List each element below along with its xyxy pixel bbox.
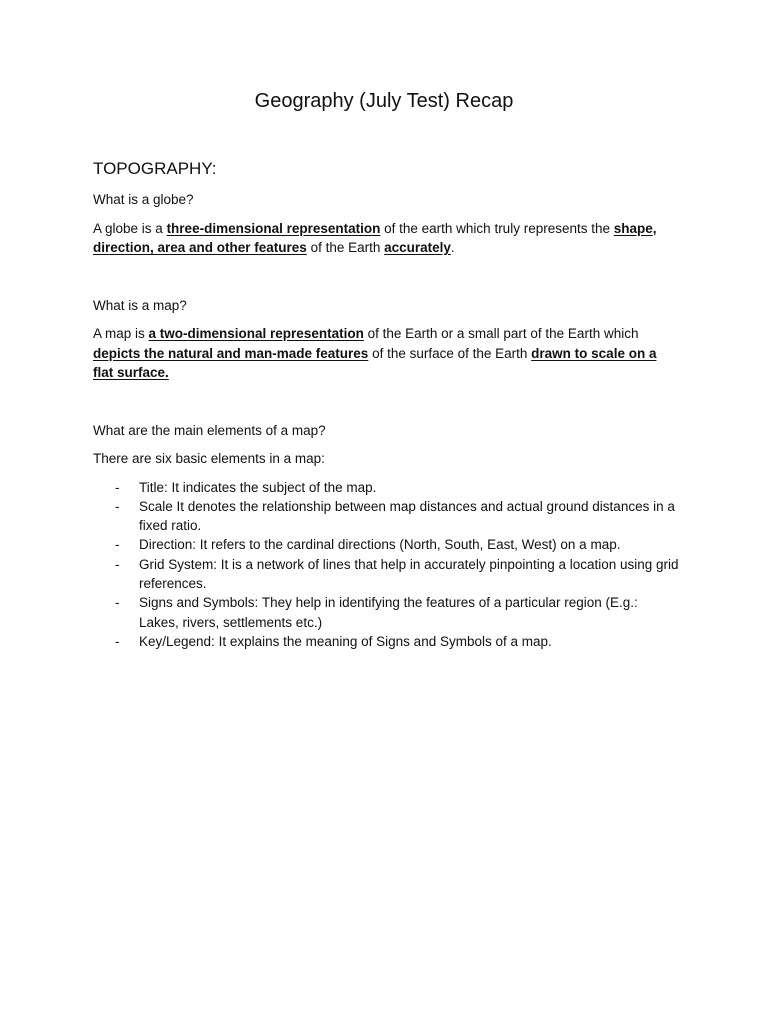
- list-item: [93, 497, 679, 536]
- map-answer-text: A map is: [93, 326, 149, 341]
- globe-answer-emphasis: three-dimensional representation: [166, 220, 381, 236]
- elements-list: [93, 478, 679, 652]
- list-item: [93, 632, 679, 651]
- map-answer-emphasis: depicts the natural and man-made features: [93, 345, 369, 361]
- globe-question: What is a globe?: [93, 192, 194, 207]
- map-answer-text: of the Earth or a small part of the Earth which: [363, 326, 639, 341]
- list-item-text: Scale It denotes the relationship between map distances and actual ground distances in a fixed ratio.: [139, 498, 675, 534]
- map-answer-emphasis: a two-dimensional representation: [148, 326, 364, 341]
- list-item-text: Key/Legend: It explains the meaning of Signs and Symbols of a map.: [139, 633, 552, 649]
- map-answer: [93, 324, 679, 383]
- bullet-dash: -: [115, 537, 120, 553]
- list-item-text: Signs and Symbols: They help in identifying the features of a particular region (E.g.: Lakes, rivers, settlements etc.): [139, 595, 638, 630]
- map-answer-emphasis: drawn to scale on a flat surface.: [93, 345, 657, 380]
- document-title: Geography (July Test) Recap: [254, 90, 514, 112]
- list-item: [93, 478, 679, 497]
- bullet-dash: -: [115, 595, 120, 611]
- document-body: [93, 88, 679, 651]
- globe-answer-text: of the earth which truly represents the: [380, 220, 614, 236]
- section-heading: TOPOGRAPHY:: [93, 159, 217, 178]
- elements-intro: There are six basic elements in a map:: [93, 451, 325, 466]
- globe-answer-text: A globe is a: [93, 220, 167, 236]
- list-item-text: Direction: It refers to the cardinal directions (North, South, East, West) on a map.: [139, 537, 621, 553]
- bullet-dash: -: [115, 556, 120, 572]
- globe-answer: [93, 219, 679, 258]
- bullet-dash: -: [115, 498, 120, 514]
- list-item: [93, 535, 679, 554]
- globe-answer-emphasis: accurately: [384, 240, 451, 255]
- list-item-text: Grid System: It is a network of lines that help in accurately pinpointing a location using grid references.: [139, 556, 679, 591]
- list-item: [93, 593, 679, 632]
- map-answer-text: of the surface of the Earth: [368, 345, 532, 361]
- list-item-text: Title: It indicates the subject of the map.: [139, 479, 377, 495]
- globe-answer-emphasis: shape, direction, area and other features: [93, 220, 657, 255]
- globe-answer-text: of the Earth: [306, 240, 385, 255]
- bullet-dash: -: [115, 479, 120, 495]
- elements-question: What are the main elements of a map?: [93, 422, 326, 438]
- list-item: [93, 555, 679, 594]
- globe-answer-text: .: [450, 240, 455, 255]
- map-question: What is a map?: [93, 297, 187, 313]
- bullet-dash: -: [115, 633, 120, 649]
